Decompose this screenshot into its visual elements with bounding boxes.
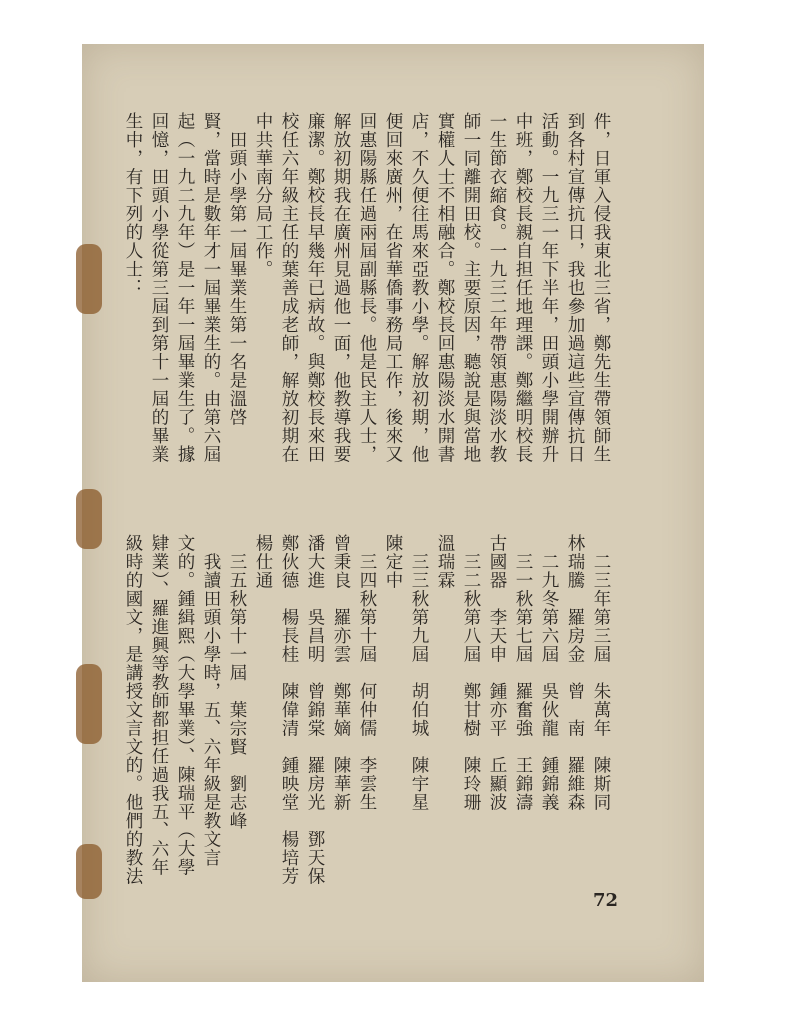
text-column: 三五秋第十一屆 葉宗賢 劉志峰: [227, 534, 247, 830]
text-column: 三二秋第八屆 鄭甘樹 陳玲珊: [461, 534, 481, 812]
text-column: 溫瑞霖: [435, 534, 455, 590]
text-column: 我讀田頭小學時，五、六年級是教文言: [201, 534, 221, 867]
text-column: 到各村宣傳抗日，我也參加過這些宣傳抗日: [565, 112, 585, 464]
binding-stain: [76, 244, 102, 314]
text-column: 校任六年級主任的葉善成老師，解放初期在: [279, 112, 299, 464]
text-column: 起（一九二九年）是一年一屆畢業生了。據: [175, 112, 195, 464]
text-column: 二九冬第六屆 吳伙龍 鍾錦義: [539, 534, 559, 812]
binding-stain: [76, 664, 102, 744]
text-column: 級時的國文，是講授文言文的。他們的教法: [123, 534, 143, 886]
text-column: 潘大進 吳昌明 曾錦棠 羅房光 鄧天保: [305, 534, 325, 886]
text-column: 三四秋第十屆 何仲儒 李雲生: [357, 534, 377, 812]
text-column: 楊仕通: [253, 534, 273, 590]
text-column: 田頭小學第一屆畢業生第一名是溫啓: [227, 112, 247, 427]
text-column: 一生節衣縮食。一九三二年帶領惠陽淡水教: [487, 112, 507, 464]
text-column: 師一同離開田校。主要原因，聽說是與當地: [461, 112, 481, 464]
text-column: 實權人士不相融合。鄭校長回惠陽淡水開書: [435, 112, 455, 464]
text-column: 三一秋第七屆 羅奮強 王錦濤: [513, 534, 533, 812]
text-column: 回惠陽縣任過兩屆副縣長。他是民主人士，: [357, 112, 377, 464]
text-column: 活動。一九三一年下半年，田頭小學開辦升: [539, 112, 559, 464]
text-column: 古國器 李天申 鍾亦平 丘顯波: [487, 534, 507, 812]
text-column: 陳定中: [383, 534, 403, 590]
text-column: 廉潔。鄭校長早幾年已病故。與鄭校長來田: [305, 112, 325, 464]
page-number: 72: [593, 890, 619, 911]
text-column: 文的。鍾緝熙（大學畢業）、陳瑞平（大學: [175, 534, 195, 877]
text-column: 鄭伙德 楊長桂 陳偉清 鍾映堂 楊培芳: [279, 534, 299, 886]
book-page: [82, 44, 704, 982]
text-column: 三三秋第九屆 胡伯城 陳宇星: [409, 534, 429, 812]
binding-stain: [76, 489, 102, 549]
text-column: 中班，鄭校長親自担任地理課。鄭繼明校長: [513, 112, 533, 464]
text-column: 林瑞騰 羅房金 曾 南 羅維森: [565, 534, 585, 812]
text-column: 店，不久便往馬來亞教小學。解放初期，他: [409, 112, 429, 464]
text-column: 中共華南分局工作。: [253, 112, 273, 279]
binding-stain: [76, 844, 102, 899]
text-column: 便回來廣州，在省華僑事務局工作，後來又: [383, 112, 403, 464]
text-column: 解放初期我在廣州見過他一面，他教導我要: [331, 112, 351, 464]
text-column: 二三年第三屆 朱萬年 陳斯同: [591, 534, 611, 812]
text-column: 生中，有下列的人士：: [123, 112, 143, 297]
text-column: 件，日軍入侵我東北三省，鄭先生帶領師生: [591, 112, 611, 464]
text-column: 曾秉良 羅亦雲 鄭華嫡 陳華新: [331, 534, 351, 812]
text-column: 賢，當時是數年才一屆畢業生的。由第六屆: [201, 112, 221, 464]
text-column: 回憶，田頭小學從第三屆到第十一屆的畢業: [149, 112, 169, 464]
text-column: 肄業）、羅進興等教師都担任過我五、六年: [149, 534, 169, 877]
